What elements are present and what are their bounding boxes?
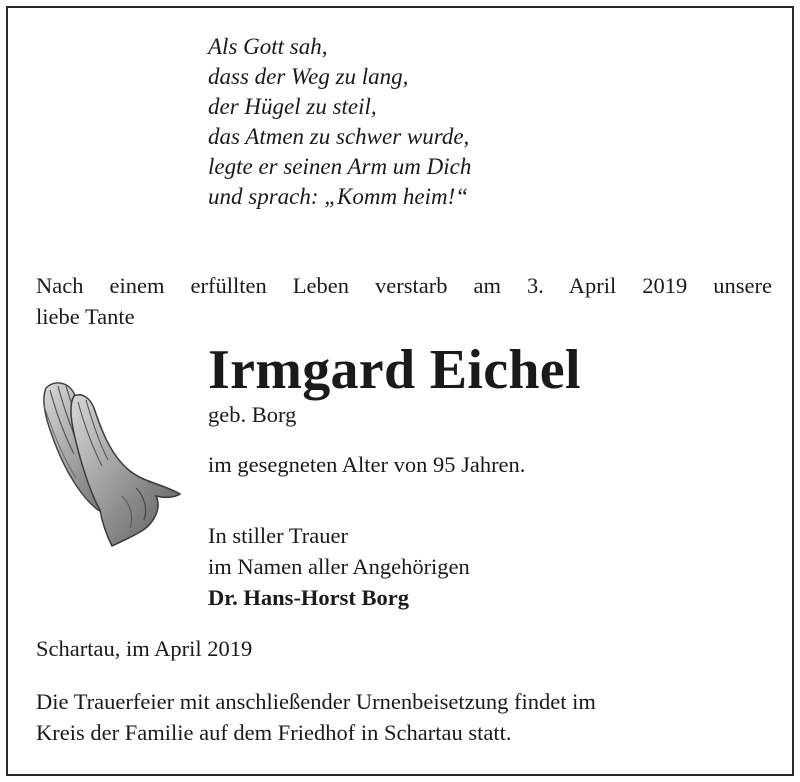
poem-line: das Atmen zu schwer wurde, — [208, 124, 470, 149]
intro-line: liebe Tante — [36, 304, 135, 329]
poem-line: legte er seinen Arm um Dich — [208, 154, 472, 179]
intro-line: Nach einem erfüllten Leben verstarb am 3. April 2019 unsere — [36, 273, 772, 298]
intro-text — [36, 270, 772, 332]
poem — [208, 32, 471, 212]
birth-name: geb. Borg — [208, 402, 297, 427]
poem-line: der Hügel zu steil, — [208, 94, 377, 119]
mourners-block — [208, 520, 470, 613]
place-date: Schartau, im April 2019 — [36, 636, 253, 661]
deceased-name: Irmgard Eichel — [208, 339, 581, 401]
poem-line: Als Gott sah, — [208, 34, 328, 59]
funeral-line: Die Trauerfeier mit anschließender Urnenbeisetzung findet im — [36, 689, 596, 714]
funeral-line: Kreis der Familie auf dem Friedhof in Schartau statt. — [36, 720, 512, 745]
poem-line: und sprach: „Komm heim!“ — [208, 184, 469, 209]
poem-line: dass der Weg zu lang, — [208, 64, 409, 89]
age-text: im gesegneten Alter von 95 Jahren. — [208, 452, 526, 477]
mourners-line: In stiller Trauer — [208, 523, 348, 548]
funeral-info — [36, 686, 772, 748]
mourners-line: im Namen aller Angehörigen — [208, 554, 470, 579]
praying-hands-icon — [36, 376, 186, 554]
signer-name: Dr. Hans-Horst Borg — [208, 585, 410, 610]
